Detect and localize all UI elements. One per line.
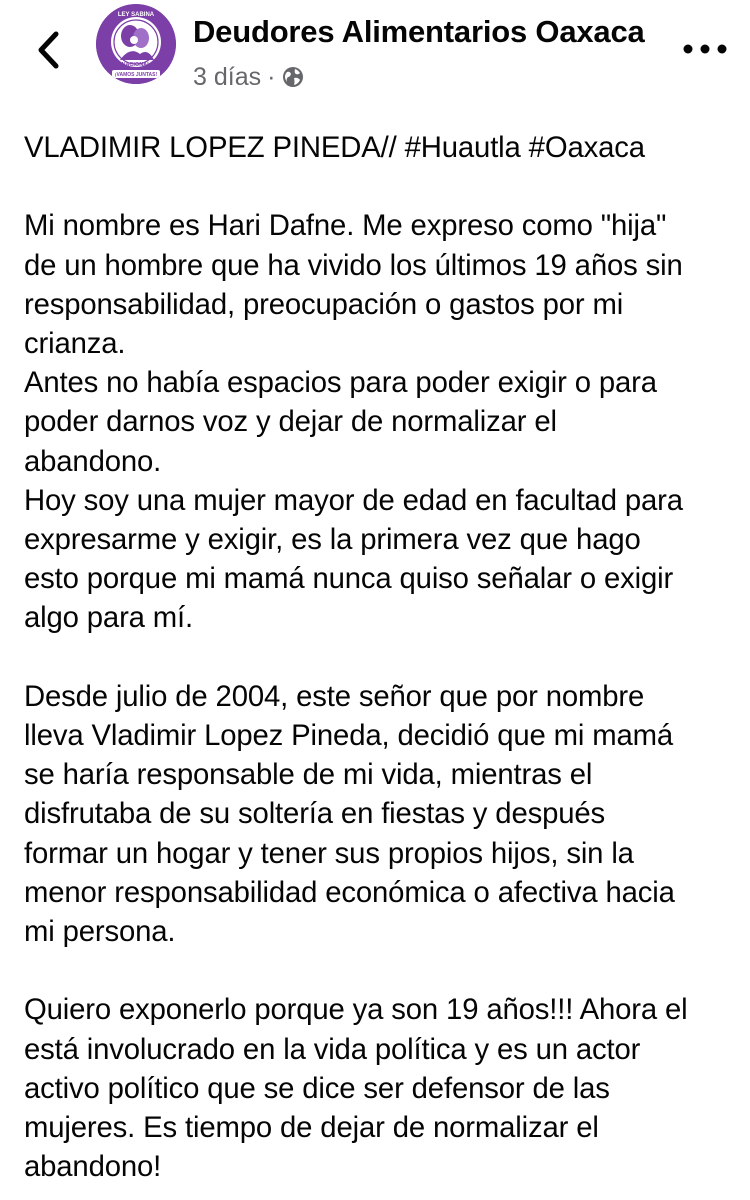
- back-button[interactable]: [28, 28, 68, 72]
- page-name[interactable]: Deudores Alimentarios Oaxaca: [193, 14, 645, 49]
- post-body: [24, 128, 736, 1186]
- post-header: [0, 0, 750, 110]
- avatar-logo: [96, 4, 176, 84]
- more-options-button[interactable]: [680, 34, 730, 64]
- post-meta: [193, 62, 305, 92]
- post-title-line: VLADIMIR LOPEZ PINEDA// #Huautla #Oaxaca: [24, 131, 645, 164]
- post-paragraph-3: Quiero exponerlo porque ya son 19 años!!! Ahora el está involucrado en la vida política y es un actor activo político que se dice ser defensor de las mujeres. Es tiempo de dejar de normalizar el abandono!: [24, 993, 688, 1184]
- avatar-top-text: LEY SABINA: [117, 12, 155, 18]
- globe-icon[interactable]: [281, 65, 305, 89]
- avatar-middle-text: NACIONAL: [121, 62, 151, 68]
- paragraph-spacer: [24, 951, 736, 990]
- post-paragraph-2: Desde julio de 2004, este señor que por nombre lleva Vladimir Lopez Pineda, decidió que mi mamá se haría responsable de mi vida, mientras el disfrutaba de su soltería en fiestas y después formar un hogar y tener sus propios hijos, sin la menor responsabilidad económica o afectiva hacia mi persona.: [24, 679, 675, 949]
- meta-separator: ·: [267, 62, 276, 91]
- chevron-left-icon: [36, 30, 60, 70]
- paragraph-spacer: [24, 638, 736, 677]
- post-paragraph-1: Mi nombre es Hari Dafne. Me expreso como "hija" de un hombre que ha vivido los últimos 19 años sin responsabilidad, preocupación o gastos por mi crianza. Antes no había espacios para poder exigir o para poder darnos voz y dejar de normalizar el abandono. Hoy soy una mujer mayor de edad en facultad para expresarme y exigir, es la primera vez que hago esto porque mi mamá nunca quiso señalar o exigir algo para mí.: [24, 209, 683, 635]
- paragraph-spacer: [24, 167, 736, 206]
- post-timestamp[interactable]: 3 días: [193, 62, 262, 91]
- more-horizontal-icon: [682, 43, 728, 55]
- page-avatar[interactable]: [96, 4, 176, 84]
- avatar-bottom-text: ¡VAMOS JUNTAS!: [114, 72, 158, 78]
